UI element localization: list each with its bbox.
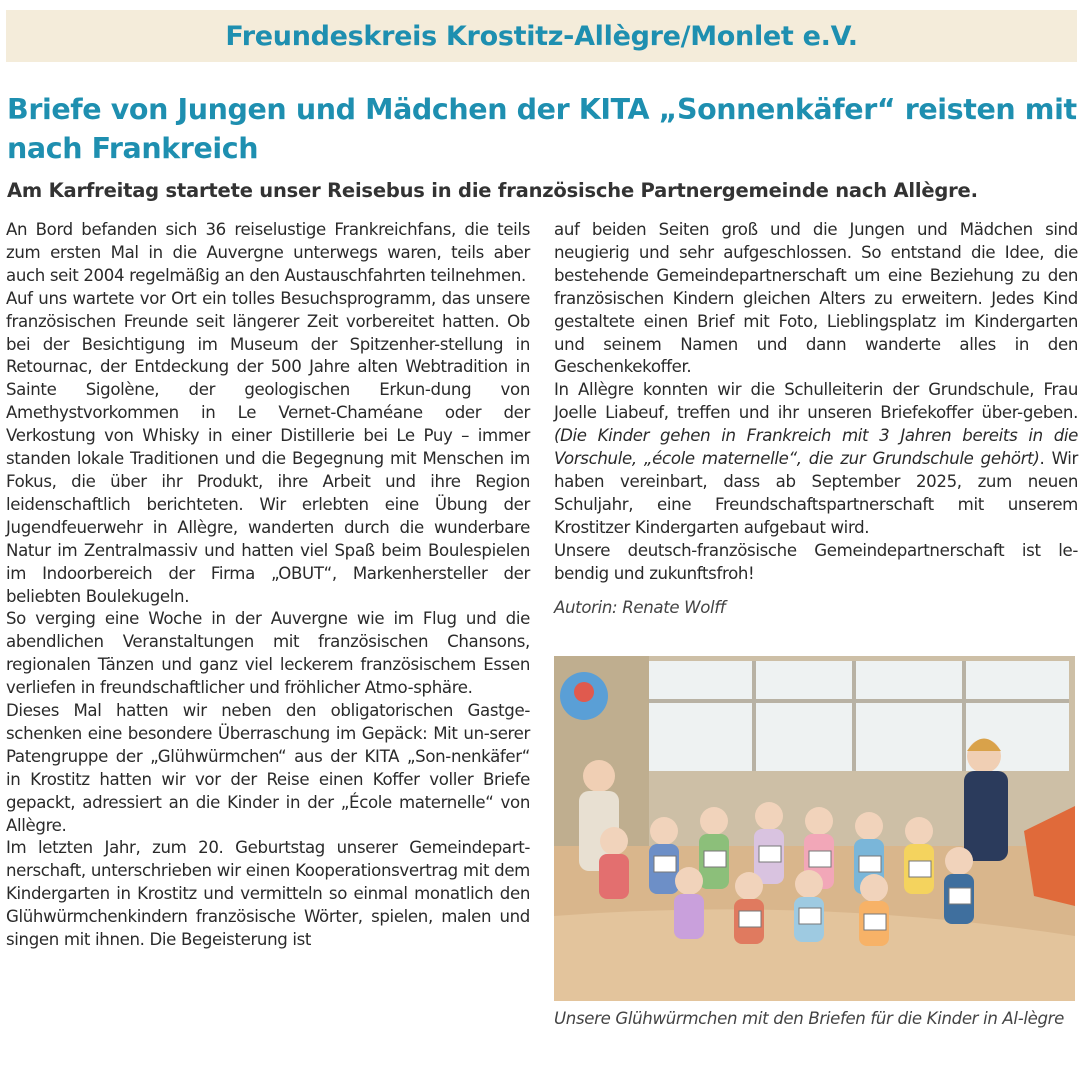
paragraph: Dieses Mal hatten wir neben den obligatorischen Gastge-schenken eine besondere Überraschung im Gepäck: Mit un-serer Patengruppe der „Glühwürmchen“ aus der KITA „Son-nenkäfer“ in Krostitz hatten wir vor der Reise einen Koffer voller Briefe gepackt, adressiert an die Kinder in der „École maternelle“ von Allègre. [6,701,530,835]
group-photo-illustration [554,656,1075,1001]
author-line: Autorin: Renate Wolff [554,597,726,617]
paragraph: Auf uns wartete vor Ort ein tolles Besuchsprogramm, das unsere französischen Freunde seit längerer Zeit vorbereitet hatten. Ob bei der Besichtigung im Museum der Spitzenher-stellung in Retournac, der Entdeckung der 500 Jahre alten Webtradition in Sainte Sigolène, der geologischen Erkun-dung von Amethystvorkommen in Le Vernet-Chaméane oder der Verkostung von Whisky in einer Distillerie bei Le Puy – immer standen lokale Traditionen und die Begegnung mit Menschen im Fokus, die über ihr Produkt, ihre Arbeit und ihre Region leidenschaftlich berichteten. Wir erlebten eine Übung der Jugendfeuerwehr in Allègre, wanderten durch die wunderbare Natur im Zentralmassiv und hatten viel Spaß beim Boulespielen im Indoorbereich der Firma „OBUT“, Markenhersteller der beliebten Boulekugeln. [6,288,530,606]
paragraph: Im letzten Jahr, zum 20. Geburtstag unserer Gemeindepart-nerschaft, unterschrieben wir einen Kooperationsvertrag mit dem Kindergarten in Krostitz und vermitteln so einmal monatlich den Glühwürmchenkindern französische Wörter, spielen, malen und singen mit ihnen. Die Begeisterung ist [6,838,530,950]
paragraph: An Bord befanden sich 36 reiselustige Frankreichfans, die teils zum ersten Mal in die Auvergne unterwegs waren, teils aber auch seit 2004 regelmäßig an den Austauschfahrten teilnehmen. [6,220,530,285]
italic-note: (Die Kinder gehen in Frankreich mit 3 Jahren bereits in die Vorschule, „école maternelle“, die zur Grundschule gehört) [554,426,1078,469]
header-banner [6,10,1077,62]
article-subheadline: Am Karfreitag startete unser Reisebus in die französische Partnergemeinde nach Allègre. [7,179,978,202]
paragraph-text: In Allègre konnten wir die Schulleiterin der Grundschule, Frau Joelle Liabeuf, treffen und ihr unseren Briefekoffer über-geben. [554,380,1078,423]
photo-caption: Unsere Glühwürmchen mit den Briefen für die Kinder in Al-lègre [554,1009,1064,1028]
left-column [6,219,530,952]
paragraph: So verging eine Woche in der Auvergne wie im Flug und die abendlichen Veranstaltungen mit französischen Chansons, regionalen Tänzen und ganz viel leckerem französischem Essen verliefen in freundschaftlicher und fröhlicher Atmo-sphäre. [6,609,530,698]
right-column [554,219,1078,619]
article-headline: Briefe von Jungen und Mädchen der KITA „Sonnenkäfer“ reisten mit nach Frankreich [7,93,1077,165]
paragraph: Unsere deutsch-französische Gemeindepartnerschaft ist le-bendig und zukunftsfroh! [554,540,1078,583]
paragraph-text: . Wir haben vereinbart, dass ab September 2025, zum neuen Schuljahr, eine Freundschaftspartnerschaft mit unserem Krostitzer Kindergarten aufgebaut wird. [554,449,1078,537]
group-photo [554,656,1075,1001]
banner-title: Freundeskreis Krostitz-Allègre/Monlet e.V. [225,20,858,52]
paragraph [554,379,1078,539]
paragraph: auf beiden Seiten groß und die Jungen und Mädchen sind neugierig und sehr aufgeschlossen. So entstand die Idee, die bestehende Gemeindepartnerschaft um eine Beziehung zu den französischen Kindern gleichen Alters zu erweitern. Jedes Kind gestaltete einen Brief mit Foto, Lieblingsplatz im Kindergarten und seinem Namen und dann wanderte alles in den Geschenkekoffer. [554,220,1078,377]
